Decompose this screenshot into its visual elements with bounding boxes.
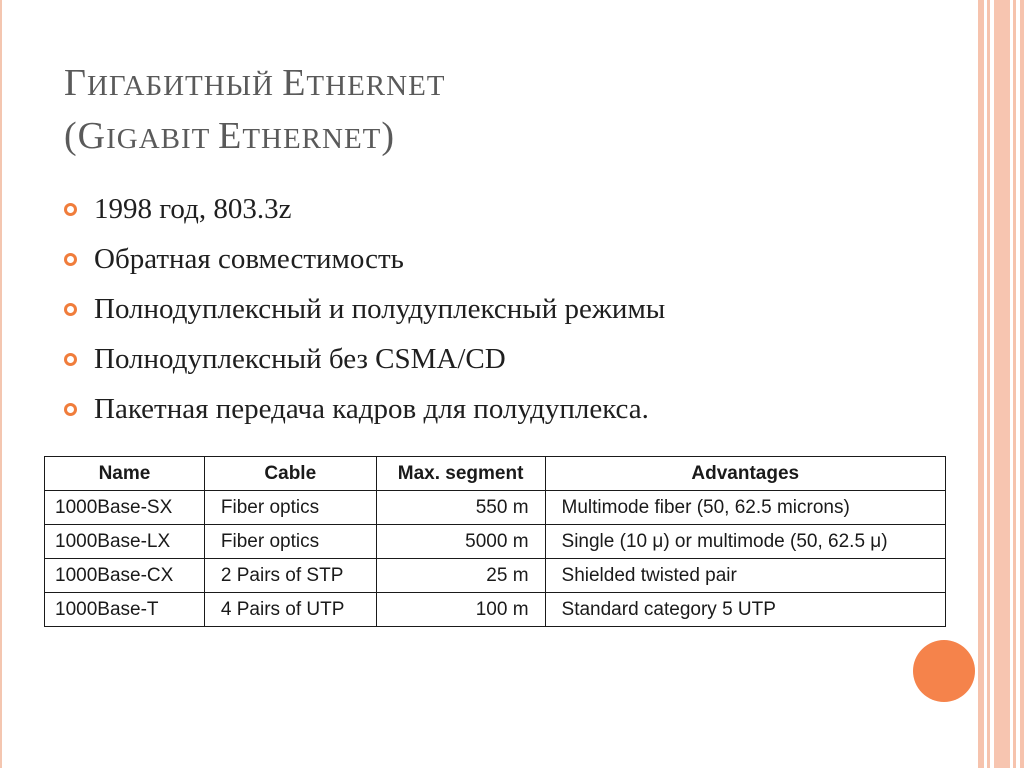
cell-name: 1000Base-LX <box>45 525 205 559</box>
title-text: G <box>77 115 107 157</box>
bullet-item <box>64 336 944 386</box>
column-header-cable: Cable <box>204 457 376 491</box>
orange-ring-bullet-icon <box>64 353 77 366</box>
table-header-row <box>45 457 946 491</box>
cell-cable: 2 Pairs of STP <box>204 559 376 593</box>
stripe <box>1020 0 1024 768</box>
cell-advantages: Standard category 5 UTP <box>545 593 945 627</box>
cell-advantages: Single (10 μ) or multimode (50, 62.5 μ) <box>545 525 945 559</box>
orange-ring-bullet-icon <box>64 403 77 416</box>
cell-cable: Fiber optics <box>204 491 376 525</box>
title-line-1 <box>64 58 924 111</box>
title-line-2 <box>64 111 924 164</box>
cell-max-segment: 100 m <box>376 593 545 627</box>
title-text: ИГАБИТНЫЙ <box>86 70 283 102</box>
cell-name: 1000Base-CX <box>45 559 205 593</box>
stripe <box>994 0 1010 768</box>
cell-max-segment: 550 m <box>376 491 545 525</box>
stripe <box>978 0 984 768</box>
title-text: E <box>218 115 243 157</box>
cell-max-segment: 5000 m <box>376 525 545 559</box>
slide-title <box>64 58 924 164</box>
column-header-max-segment: Max. segment <box>376 457 545 491</box>
cell-cable: 4 Pairs of UTP <box>204 593 376 627</box>
column-header-advantages: Advantages <box>545 457 945 491</box>
stripe <box>987 0 990 768</box>
left-border-line <box>0 0 2 768</box>
cell-name: 1000Base-SX <box>45 491 205 525</box>
title-text: ( <box>64 115 78 157</box>
title-text: THERNET <box>306 70 446 102</box>
title-text: IGABIT <box>106 123 219 155</box>
orange-ring-bullet-icon <box>64 303 77 316</box>
title-text: Г <box>64 62 87 104</box>
bullet-item <box>64 286 944 336</box>
right-decorative-stripes <box>978 0 1024 768</box>
orange-circle-icon <box>913 640 975 702</box>
orange-ring-bullet-icon <box>64 203 77 216</box>
bullet-text: Обратная совместимость <box>94 243 404 275</box>
table-row <box>45 559 946 593</box>
bullet-text: Пакетная передача кадров для полудуплекса. <box>94 393 649 425</box>
stripe <box>1013 0 1016 768</box>
cell-cable: Fiber optics <box>204 525 376 559</box>
bullet-text: Полнодуплексный и полудуплексный режимы <box>94 293 666 325</box>
cell-advantages: Shielded twisted pair <box>545 559 945 593</box>
title-text: THERNET <box>242 123 382 155</box>
bullet-text: 1998 год, 803.3z <box>94 193 292 225</box>
bullet-item <box>64 386 944 436</box>
bullet-item <box>64 186 944 236</box>
table-row <box>45 525 946 559</box>
title-text: E <box>282 62 307 104</box>
orange-ring-bullet-icon <box>64 253 77 266</box>
cell-advantages: Multimode fiber (50, 62.5 microns) <box>545 491 945 525</box>
table-row <box>45 491 946 525</box>
bullet-list <box>64 186 944 436</box>
cell-name: 1000Base-T <box>45 593 205 627</box>
gigabit-ethernet-table <box>44 456 946 627</box>
bullet-item <box>64 236 944 286</box>
bullet-text: Полнодуплексный без CSMA/CD <box>94 343 506 375</box>
cell-max-segment: 25 m <box>376 559 545 593</box>
title-text: ) <box>381 115 396 157</box>
column-header-name: Name <box>45 457 205 491</box>
table-row <box>45 593 946 627</box>
